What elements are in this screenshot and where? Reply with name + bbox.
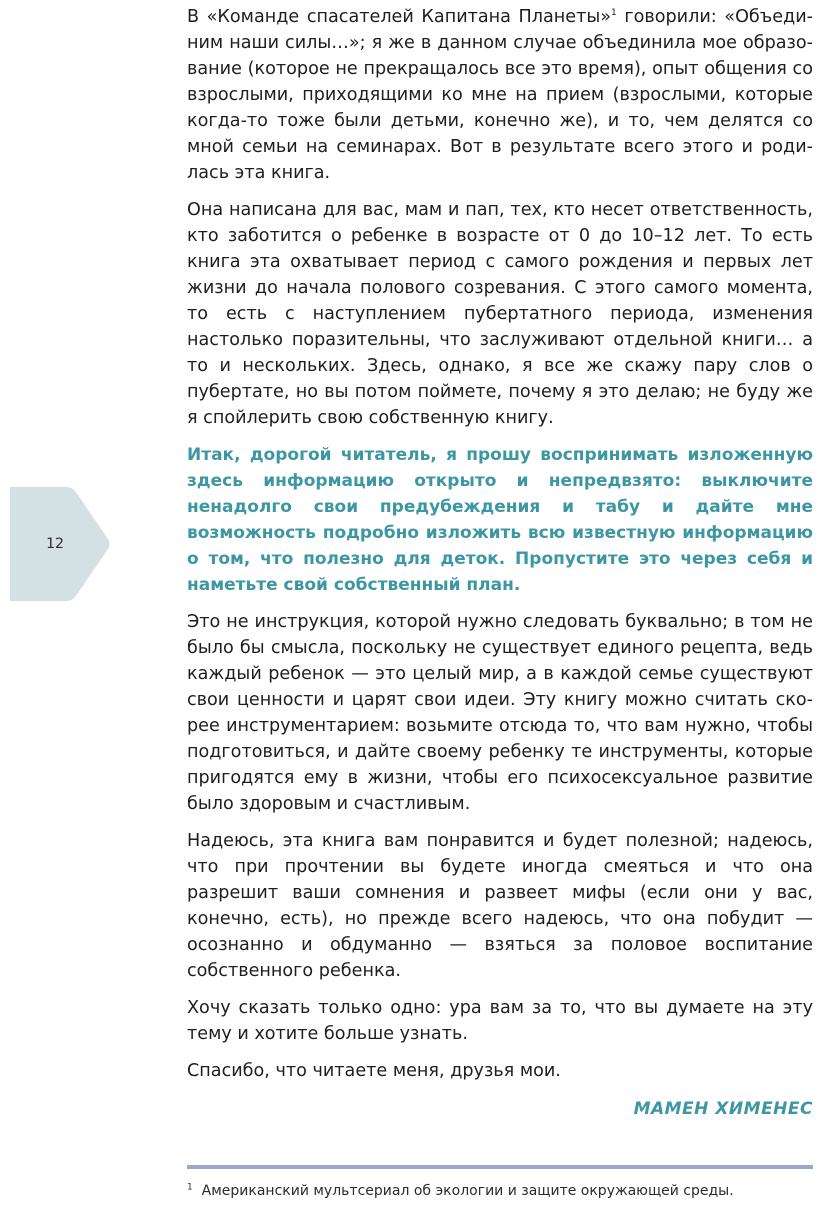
paragraph-4: Это не инструкция, которой нужно следовать буквально; в том не было бы смысла, поскольку не существует единого рецепта, ведь каждый ребенок — это целый мир, а в каждой семье существуют свои ценности и царят свои идеи. Эту книгу можно считать скорее инструментарием: возьмите отсюда то, что вам нужно, чтобы подготовиться, и дайте своему ребенку те инструменты, которые пригодятся ему в жизни, чтобы его психосексуальное развитие было здоровым и счастливым. xyxy=(187,612,813,814)
paragraph-7: Спасибо, что читаете меня, друзья мои. xyxy=(187,1061,561,1081)
footnote-marker: 1 xyxy=(187,1182,193,1193)
paragraph-2: Она написана для вас, мам и пап, тех, кто несет ответственность, кто заботится о ребенке в возрасте от 0 до 10–12 лет. То есть книга эта охватывает период с самого рождения и первых лет жизни до начала полового созревания. С этого самого момента, то есть с наступлением пубертатного периода, изменения настолько поразительны, что заслуживают отдельной книги… а то и нескольких. Здесь, однако, я все же скажу пару слов о пубертате, но вы потом поймете, почему я это делаю; не буду же я спойлерить свою собственную книгу. xyxy=(187,200,813,428)
main-text xyxy=(187,4,813,1122)
footnote-divider xyxy=(187,1165,813,1169)
footnote xyxy=(187,1180,813,1202)
highlighted-paragraph: Итак, дорогой читатель, я прошу воспринимать изложенную здесь информацию открыто и непредвзято: выключите ненадолго свои предубеждения и табу и дайте мне возможность подробно изложить всю известную информацию о том, что полезно для деток. Пропустите это через себя и наметьте свой собственный план. xyxy=(187,445,813,595)
paragraph-1-text-before: В «Команде спасателей Капитана Планеты» xyxy=(187,7,612,27)
footnote-text: Американский мультсериал об экологии и защите окружающей среды. xyxy=(201,1183,734,1199)
paragraph-1-text-after: говорили: «Объединим наши силы…»; я же в данном случае объединила мое образование (которое не прекращалось все это время), опыт общения со взрослыми, приходящими ко мне на прием (взрослыми, которые когда-то тоже были детьми, конечно же), и то, чем делятся со мной семьи на семинарах. Вот в результате всего этого и родилась эта книга. xyxy=(187,7,813,183)
paragraph-5: Надеюсь, эта книга вам понравится и будет полезной; надеюсь, что при прочтении вы будете иногда смеяться и что она разрешит ваши сомнения и развеет мифы (если они у вас, конечно, есть), но прежде всего надеюсь, что она побудит — осознанно и обдуманно — взяться за половое воспитание собственного ребенка. xyxy=(187,831,813,981)
paragraph-1 xyxy=(187,4,813,186)
paragraph-6: Хочу сказать только одно: ура вам за то, что вы думаете на эту тему и хотите больше узнать. xyxy=(187,998,813,1044)
author-signature: МАМЕН ХИМЕНЕС xyxy=(633,1099,813,1119)
page-number: 12 xyxy=(46,536,64,552)
footnote-reference[interactable]: 1 xyxy=(611,8,617,19)
